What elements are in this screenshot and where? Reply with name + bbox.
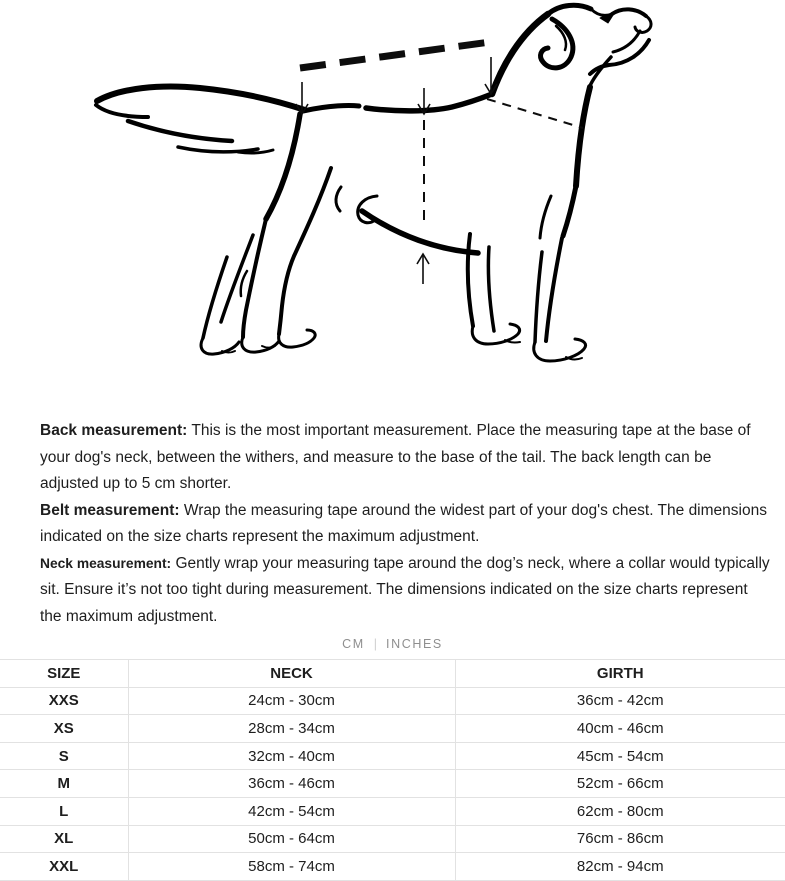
table-row [0, 742, 785, 770]
neck-cell: 42cm - 54cm [128, 797, 455, 825]
back-measurement-paragraph [40, 418, 773, 498]
table-row [0, 715, 785, 743]
dog-measurement-diagram [0, 0, 785, 400]
neck-cell: 24cm - 30cm [128, 687, 455, 715]
table-row [0, 770, 785, 798]
neck-cell: 50cm - 64cm [128, 825, 455, 853]
dog-body [336, 186, 576, 253]
neck-cell: 58cm - 74cm [128, 853, 455, 881]
girth-cell: 52cm - 66cm [455, 770, 785, 798]
unit-inches[interactable]: INCHES [386, 637, 443, 651]
unit-toggle [0, 633, 785, 655]
header-girth: GIRTH [455, 660, 785, 688]
measurement-instructions [40, 418, 773, 630]
header-neck: NECK [128, 660, 455, 688]
belt-measurement-text: Wrap the measuring tape around the widest part of your dog's chest. The dimensions indicated on the size charts represent the maximum adjustment. [40, 501, 767, 545]
neck-collar-dashed-line [487, 99, 583, 128]
girth-cell: 36cm - 42cm [455, 687, 785, 715]
dog-back [303, 94, 492, 111]
table-row [0, 797, 785, 825]
size-cell: XS [0, 715, 128, 743]
belt-measurement-label: Belt measurement: [40, 501, 180, 519]
girth-cell: 45cm - 54cm [455, 742, 785, 770]
unit-toggle-divider: | [373, 637, 378, 651]
dog-diagram-svg [0, 0, 785, 400]
girth-cell: 76cm - 86cm [455, 825, 785, 853]
back-measurement-text: This is the most important measurement. Place the measuring tape at the base of your dog's neck, between the withers, and measure to the base of the tail. The back length can be adjusted up to 5 cm shorter. [40, 422, 751, 492]
table-row [0, 853, 785, 881]
size-cell: L [0, 797, 128, 825]
size-cell: XL [0, 825, 128, 853]
dog-hind-legs [201, 114, 331, 354]
girth-cell: 40cm - 46cm [455, 715, 785, 743]
header-size: SIZE [0, 660, 128, 688]
unit-cm[interactable]: CM [342, 637, 365, 651]
neck-cell: 28cm - 34cm [128, 715, 455, 743]
withers-down-arrow [485, 57, 497, 94]
dog-tail [96, 87, 305, 154]
neck-measurement-label: Neck measurement: [40, 555, 172, 571]
table-row [0, 825, 785, 853]
size-table-body [0, 687, 785, 880]
neck-cell: 32cm - 40cm [128, 742, 455, 770]
belt-measurement-paragraph [40, 498, 773, 551]
size-cell: M [0, 770, 128, 798]
neck-cell: 36cm - 46cm [128, 770, 455, 798]
girth-cell: 62cm - 80cm [455, 797, 785, 825]
back-measurement-dashed-line [300, 42, 490, 68]
dog-nose [635, 16, 651, 32]
table-row [0, 687, 785, 715]
size-chart-table [0, 659, 785, 881]
back-measurement-label: Back measurement: [40, 422, 188, 439]
dog-outline [96, 5, 651, 361]
dog-front-legs [468, 234, 586, 361]
size-table-header-row [0, 660, 785, 688]
neck-measurement-paragraph [40, 551, 773, 631]
dog-head [492, 5, 651, 186]
size-cell: XXL [0, 853, 128, 881]
belly-up-arrow [417, 254, 429, 284]
size-cell: XXS [0, 687, 128, 715]
girth-cell: 82cm - 94cm [455, 853, 785, 881]
size-cell: S [0, 742, 128, 770]
neck-measurement-text: Gently wrap your measuring tape around the dog’s neck, where a collar would typically sit. Ensure it’s not too tight during measurement. The dimensions indicated on the size charts represent the maximum adjustment. [40, 554, 770, 625]
